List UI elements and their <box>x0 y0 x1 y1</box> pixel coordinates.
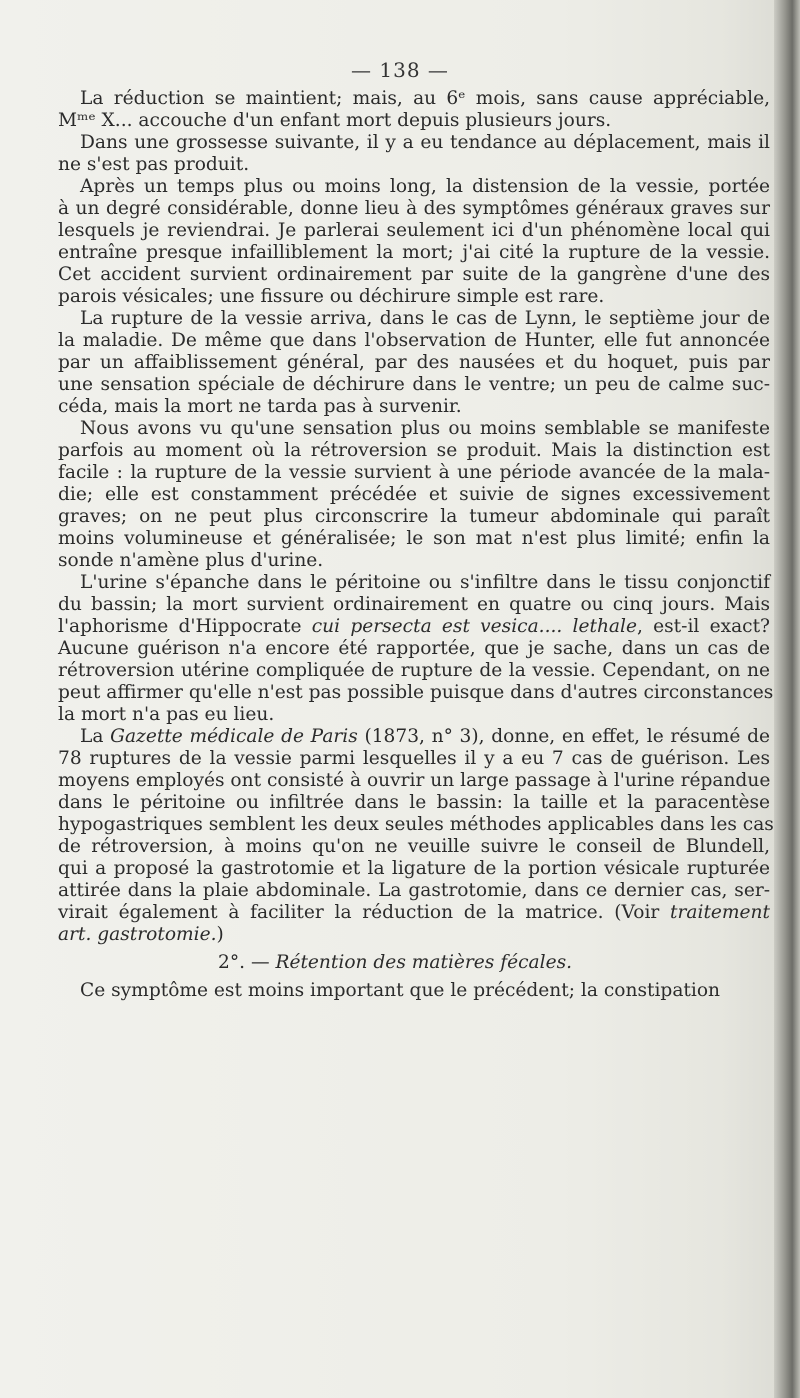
text-line: Dans une grossesse suivante, il y a eu tendance au déplacement, mais il <box>80 132 770 153</box>
text-line: facile : la rupture de la vessie survient à une période avancée de la mala- <box>58 462 770 483</box>
book-spine-shadow <box>774 0 800 1398</box>
text-line: graves; on ne peut plus circonscrire la tumeur abdominale qui paraît <box>58 506 770 527</box>
text-line: dans le péritoine ou infiltrée dans le bassin: la taille et la paracentèse <box>58 792 770 813</box>
text-line: moyens employés ont consisté à ouvrir un large passage à l'urine répandue <box>58 770 771 791</box>
text-line: du bassin; la mort survient ordinairement en quatre ou cinq jours. Mais <box>58 594 770 615</box>
text-line: une sensation spéciale de déchirure dans le ventre; un peu de calme suc- <box>58 374 770 395</box>
text-line: lesquels je reviendrai. Je parlerai seulement ici d'un phénomène local qui <box>58 220 770 241</box>
paragraph-lines <box>58 88 774 946</box>
text-line: peut affirmer qu'elle n'est pas possible puisque dans d'autres circonstances <box>58 682 774 703</box>
text-line: attirée dans la plaie abdominale. La gastrotomie, dans ce dernier cas, ser- <box>58 880 770 901</box>
text-line: la mort n'a pas eu lieu. <box>58 704 275 725</box>
text-line: à un degré considérable, donne lieu à des symptômes généraux graves sur <box>58 198 770 219</box>
text-line: Aucune guérison n'a encore été rapportée, que je sache, dans un cas de <box>58 638 770 659</box>
text-line: ne s'est pas produit. <box>58 154 250 175</box>
section-heading: 2°. — Rétention des matières fécales. <box>218 952 573 973</box>
body-text <box>58 88 774 1002</box>
text-line: La Gazette médicale de Paris (1873, n° 3), donne, en effet, le résumé de <box>80 726 770 747</box>
text-line: Après un temps plus ou moins long, la distension de la vessie, portée <box>80 176 770 197</box>
text-line: l'aphorisme d'Hippocrate cui persecta est vesica.... lethale, est-il exact? <box>58 616 771 637</box>
text-line: qui a proposé la gastrotomie et la ligature de la portion vésicale rupturée <box>58 858 770 879</box>
text-line: die; elle est constamment précédée et suivie de signes excessivement <box>58 484 770 505</box>
text-line: La rupture de la vessie arriva, dans le cas de Lynn, le septième jour de <box>80 308 770 329</box>
text-line: parois vésicales; une fissure ou déchirure simple est rare. <box>58 286 605 307</box>
text-line: la maladie. De même que dans l'observation de Hunter, elle fut annoncée <box>58 330 770 351</box>
text-line: Mᵐᵉ X... accouche d'un enfant mort depuis plusieurs jours. <box>58 110 612 131</box>
text-line: parfois au moment où la rétroversion se produit. Mais la distinction est <box>58 440 770 461</box>
text-line: La réduction se maintient; mais, au 6ᵉ mois, sans cause appréciable, <box>80 88 770 109</box>
text-line: rétroversion utérine compliquée de rupture de la vessie. Cependant, on ne <box>58 660 770 681</box>
text-line: Nous avons vu qu'une sensation plus ou moins semblable se manifeste <box>80 418 770 439</box>
text-line: moins volumineuse et généralisée; le son mat n'est plus limité; enfin la <box>58 528 770 549</box>
text-line: virait également à faciliter la réduction de la matrice. (Voir traitement <box>58 902 770 923</box>
text-line: art. gastrotomie.) <box>58 924 224 945</box>
text-line: Cet accident survient ordinairement par suite de la gangrène d'une des <box>58 264 770 285</box>
closing-line: Ce symptôme est moins important que le précédent; la constipation <box>80 980 720 1001</box>
page-number: — 138 — <box>351 58 449 82</box>
text-line: L'urine s'épanche dans le péritoine ou s'infiltre dans le tissu conjonctif <box>80 572 770 593</box>
text-line: sonde n'amène plus d'urine. <box>58 550 324 571</box>
text-line: 78 ruptures de la vessie parmi lesquelles il y a eu 7 cas de guérison. Les <box>58 748 770 769</box>
text-line: de rétroversion, à moins qu'on ne veuille suivre le conseil de Blundell, <box>58 836 770 857</box>
text-line: céda, mais la mort ne tarda pas à survenir. <box>58 396 462 417</box>
text-line: entraîne presque infailliblement la mort; j'ai cité la rupture de la vessie. <box>58 242 770 263</box>
text-line: par un affaiblissement général, par des nausées et du hoquet, puis par <box>58 352 770 373</box>
text-line: hypogastriques semblent les deux seules méthodes applicables dans les cas <box>58 814 774 835</box>
